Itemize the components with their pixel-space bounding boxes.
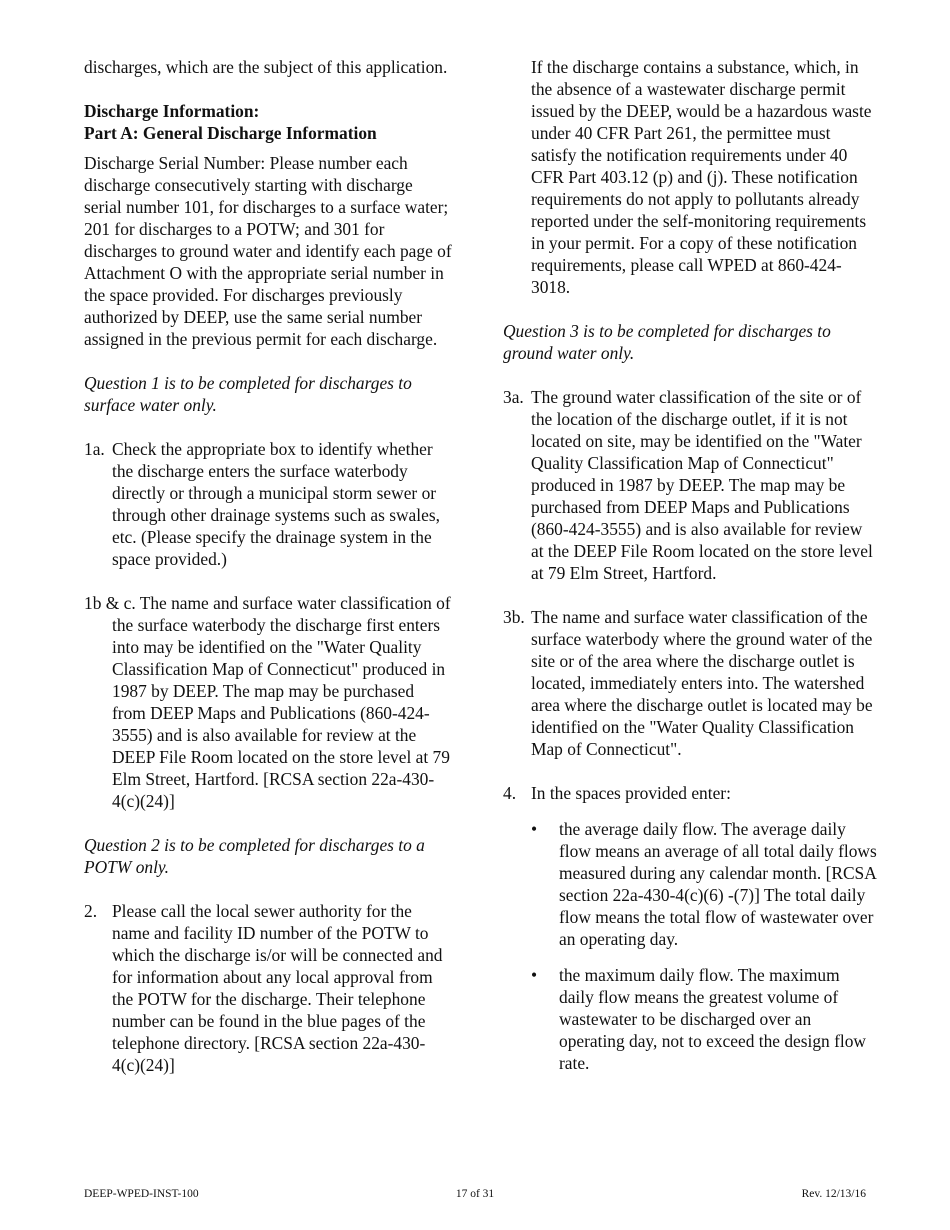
- section-heading: Discharge Information:: [84, 101, 260, 121]
- revision-date: Rev. 12/13/16: [801, 1188, 866, 1200]
- question-2-note: Question 2 is to be completed for discharges to a POTW only.: [84, 835, 425, 877]
- page-footer: [84, 1186, 866, 1202]
- bullet-average-daily-flow: [503, 818, 878, 950]
- item-1a: [84, 438, 452, 570]
- item-4-label: 4.: [503, 783, 517, 803]
- item-3a-label: 3a.: [503, 387, 524, 407]
- right-column: [503, 56, 878, 1074]
- item-1bc: 1b & c. The name and surface water classification of the surface waterbody the discharge first enters into may be identified on the "Water Quality Classification Map of Connecticut" produced in 1987 by DEEP. The map may be purchased from DEEP Maps and Publications (860-424-3555) and is also available for review at the DEEP File Room located on the store level at 79 Elm Street, Hartford. [RCSA section 22a-430-4(c)(24)]: [84, 593, 451, 811]
- document-id: DEEP-WPED-INST-100: [84, 1188, 199, 1200]
- bullet-text: the maximum daily flow. The maximum daily flow means the greatest volume of wastewater to be discharged over an operating day, not to exceed the design flow rate.: [559, 965, 866, 1073]
- bullet-icon: •: [531, 819, 538, 839]
- item-2-label: 2.: [84, 901, 98, 921]
- item-3b-label: 3b.: [503, 607, 525, 627]
- intro-text: discharges, which are the subject of this application.: [84, 57, 448, 77]
- bullet-icon: •: [531, 965, 538, 985]
- item-2: [84, 900, 452, 1076]
- item-1a-label: 1a.: [84, 439, 105, 459]
- item-3a: [503, 386, 878, 584]
- question-3-note: Question 3 is to be completed for discharges to ground water only.: [503, 321, 831, 363]
- item-4-text: In the spaces provided enter:: [531, 783, 731, 803]
- item-3b-text: The name and surface water classification of the surface waterbody where the ground water of the site or of the area where the discharge outlet is located, immediately enters into. The watershed area where the discharge outlet is located may be identified on the "Water Quality Classification Map of Connecticut".: [531, 607, 873, 759]
- left-column: [84, 56, 452, 1076]
- item-1a-text: Check the appropriate box to identify whether the discharge enters the surface waterbody directly or through a municipal storm sewer or through other drainage systems such as swales, etc. (Please specify the drainage system in the space provided.): [112, 439, 440, 569]
- item-4: [503, 782, 878, 804]
- bullet-text: the average daily flow. The average daily flow means an average of all total daily flows measured during any calendar month. [RCSA section 22a-430-4(c)(6) -(7)] The total daily flow means the total flow of wastewater over an operating day.: [559, 819, 877, 949]
- subsection-heading: Part A: General Discharge Information: [84, 123, 377, 143]
- item-3b: [503, 606, 878, 760]
- bullet-maximum-daily-flow: [503, 964, 878, 1074]
- serial-number-paragraph: Discharge Serial Number: Please number each discharge consecutively starting with discharge serial number 101, for discharges to a surface water; 201 for discharges to a POTW; and 301 for discharges to ground water and identify each page of Attachment O with the appropriate serial number in the space provided. For discharges previously authorized by DEEP, use the same serial number assigned in the previous permit for each discharge.: [84, 153, 452, 349]
- item-2-text: Please call the local sewer authority for the name and facility ID number of the POTW to which the discharge is/or will be connected and for information about any local approval from the POTW for the discharge. Their telephone number can be found in the blue pages of the telephone directory. [RCSA section 22a-430-4(c)(24)]: [112, 901, 443, 1075]
- question-1-note: Question 1 is to be completed for discharges to surface water only.: [84, 373, 412, 415]
- hazardous-waste-paragraph: If the discharge contains a substance, which, in the absence of a wastewater discharge permit issued by the DEEP, would be a hazardous waste under 40 CFR Part 261, the permittee must satisfy the notification requirements under 40 CFR Part 403.12 (p) and (j). These notification requirements do not apply to pollutants already reported under the self-monitoring requirements in your permit. For a copy of these notification requirements, please call WPED at 860-424-3018.: [531, 57, 872, 297]
- page-number: 17 of 31: [455, 1188, 495, 1200]
- item-3a-text: The ground water classification of the site or of the location of the discharge outlet, if it is not located on site, may be identified on the "Water Quality Classification Map of Connecticut" produced in 1987 by DEEP. The map may be purchased from DEEP Maps and Publications (860-424-3555) and is also available for review at the DEEP File Room located on the store level at 79 Elm Street, Hartford.: [531, 387, 873, 583]
